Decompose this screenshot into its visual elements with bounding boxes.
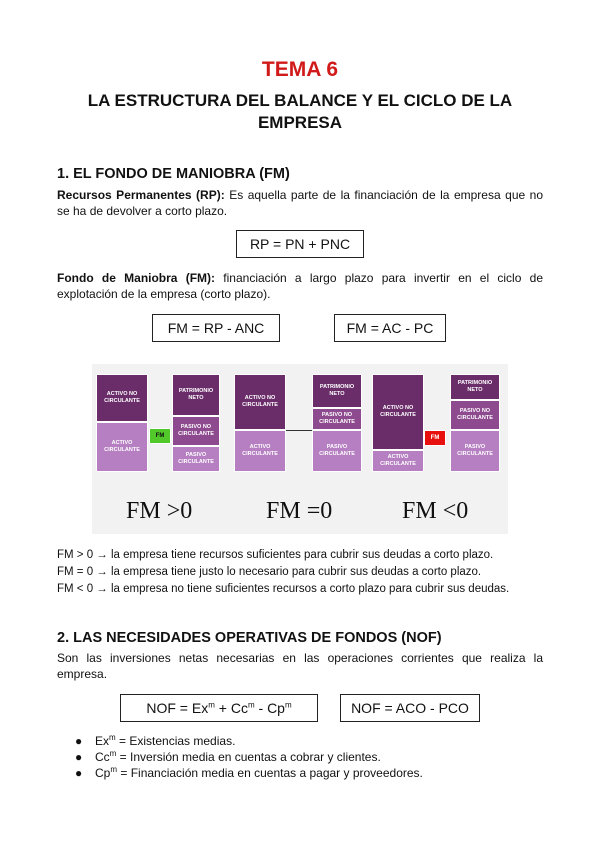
caption-fm-negative: FM <0 bbox=[402, 498, 469, 524]
case3-fm-box: FM bbox=[424, 430, 446, 446]
section-2-heading: 2. LAS NECESIDADES OPERATIVAS DE FONDOS (NOF) bbox=[57, 630, 442, 646]
nof-formula-components bbox=[120, 694, 318, 722]
case3-activo-no-circulante: ACTIVO NO CIRCULANTE bbox=[372, 374, 424, 450]
nof-part-cp: - Cp bbox=[254, 700, 285, 716]
fm-zero-line: FM = 0 → la empresa tiene justo lo necesario para cubrir sus deudas a corto plazo. bbox=[57, 566, 482, 578]
case2-activo-no-circulante: ACTIVO NO CIRCULANTE bbox=[234, 374, 286, 430]
case1-pasivo-circulante: PASIVO CIRCULANTE bbox=[172, 446, 220, 472]
case3-activo-circulante: ACTIVO CIRCULANTE bbox=[372, 450, 424, 472]
page-title: TEMA 6 bbox=[261, 58, 339, 81]
case2-fm-line bbox=[286, 430, 312, 431]
case3-pasivo-no-circulante: PASIVO NO CIRCULANTE bbox=[450, 400, 500, 430]
case1-fm-box: FM bbox=[149, 428, 171, 444]
nof-sup-2: m bbox=[247, 700, 255, 710]
case1-patrimonio-neto: PATRIMONIO NETO bbox=[172, 374, 220, 416]
case2-pasivo-no-circulante: PASIVO NO CIRCULANTE bbox=[312, 408, 362, 430]
nof-bullet-list bbox=[75, 733, 423, 781]
fm-definition bbox=[57, 270, 543, 302]
section-1-heading: 1. EL FONDO DE MANIOBRA (FM) bbox=[57, 166, 290, 182]
bullet-dot: ● bbox=[75, 750, 83, 764]
case3-pasivo-circulante: PASIVO CIRCULANTE bbox=[450, 430, 500, 472]
balance-diagram bbox=[92, 364, 508, 534]
nof-definition: Son las inversiones netas necesarias en las operaciones corrientes que realiza la empresa. bbox=[57, 651, 543, 681]
bullet-cp: ● $Cp^m$ = Financiación media en cuentas a pagar y proveedores. bbox=[75, 765, 423, 780]
caption-fm-zero: FM =0 bbox=[266, 498, 333, 524]
fm-positive-line: FM > 0 → la empresa tiene recursos suficientes para cubrir sus deudas a corto plazo. bbox=[57, 549, 494, 561]
bullet-dot: ● bbox=[75, 766, 83, 780]
case1-activo-circulante: ACTIVO CIRCULANTE bbox=[96, 422, 148, 472]
case1-activo-no-circulante: ACTIVO NO CIRCULANTE bbox=[96, 374, 148, 422]
bullet-ex: ● $Ex^m$ = Existencias medias. bbox=[75, 733, 236, 748]
nof-formula-aco: NOF = ACO - PCO bbox=[340, 694, 480, 722]
case3-patrimonio-neto: PATRIMONIO NETO bbox=[450, 374, 500, 400]
rp-definition bbox=[57, 187, 543, 219]
fm-formula-ac: FM = AC - PC bbox=[334, 314, 446, 342]
rp-formula: RP = PN + PNC bbox=[236, 230, 364, 258]
page-subtitle: LA ESTRUCTURA DEL BALANCE Y EL CICLO DE LA EMPRESA bbox=[87, 91, 513, 132]
case1-pasivo-no-circulante: PASIVO NO CIRCULANTE bbox=[172, 416, 220, 446]
nof-part-cc: + Cc bbox=[214, 700, 248, 716]
fm-text: financiación a largo plazo para invertir en el ciclo de explotación de la empresa (corto plazo). bbox=[57, 271, 543, 301]
bullet-cc: ● $Cc^m$ = Inversión media en cuentas a cobrar y clientes. bbox=[75, 749, 381, 764]
case2-patrimonio-neto: PATRIMONIO NETO bbox=[312, 374, 362, 408]
caption-fm-positive: FM >0 bbox=[126, 498, 193, 524]
bullet-dot: ● bbox=[75, 734, 83, 748]
nof-sup-1: m bbox=[208, 700, 215, 710]
nof-part-ex: NOF = Ex bbox=[146, 700, 209, 716]
rp-text: Es aquella parte de la financiación de la empresa que no se ha de devolver a corto plazo. bbox=[57, 188, 544, 218]
case2-pasivo-circulante: PASIVO CIRCULANTE bbox=[312, 430, 362, 472]
rp-term: Recursos Permanentes (RP): bbox=[57, 188, 225, 202]
case2-activo-circulante: ACTIVO CIRCULANTE bbox=[234, 430, 286, 472]
fm-formula-rp: FM = RP - ANC bbox=[152, 314, 280, 342]
fm-negative-line: FM < 0 → la empresa no tiene suficientes recursos a corto plazo para cubrir sus deudas. bbox=[57, 583, 510, 595]
fm-term: Fondo de Maniobra (FM): bbox=[57, 271, 216, 285]
nof-sup-3: m bbox=[284, 700, 292, 710]
